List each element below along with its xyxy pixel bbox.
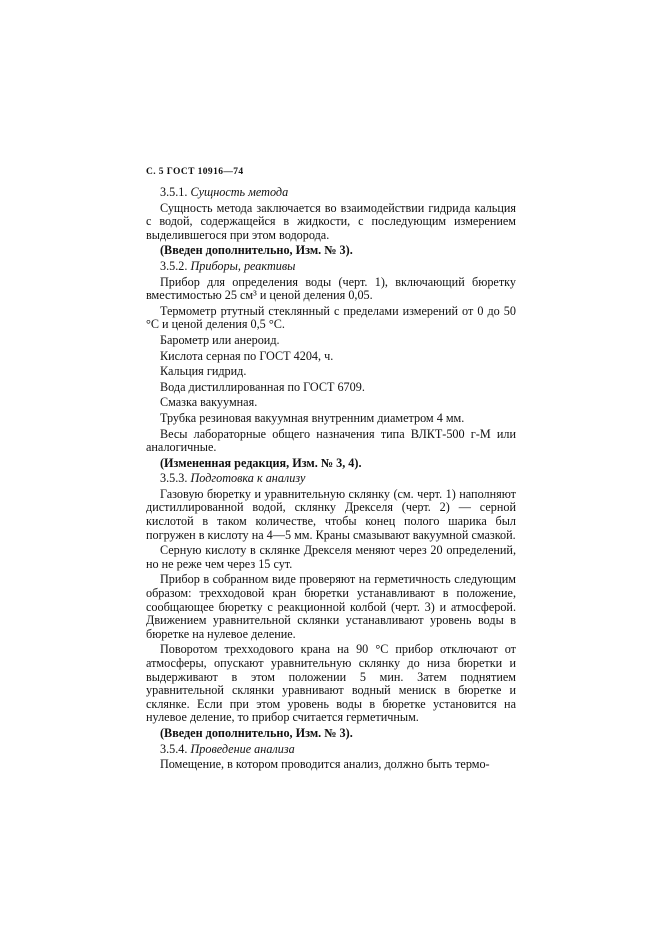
section-heading [146, 472, 516, 486]
section-heading [146, 260, 516, 274]
section-number: 3.5.3. [160, 471, 188, 486]
paragraph: Весы лабораторные общего назначения типа ВЛКТ-500 г-М или аналогичные. [146, 426, 516, 455]
paragraph: Газовую бюретку и уравнительную склянку (см. черт. 1) наполняют дистиллированной водой, склянку Дрекселя (черт. 2) — серной кислотой в таком количестве, чтобы конец полого шарика был погружен в кислоту на 4—5 мм. Краны смазывают вакуумной смазкой. [146, 486, 516, 542]
section-heading [146, 743, 516, 757]
page-header: С. 5 ГОСТ 10916—74 [146, 167, 244, 177]
paragraph: Поворотом трехходового крана на 90 °С прибор отключают от атмосферы, опускают уравнительную склянку до низа бюретки и выдерживают в этом положении 5 мин. Затем поднятием уравнительной склянки уравнивают водный мениск в бюретке и склянке. Если при этом уровень воды в бюретке установится на нулевое деление, то прибор считается герметичным. [146, 642, 516, 725]
paragraph: Барометр или анероид. [160, 332, 280, 347]
paragraph: Трубка резиновая вакуумная внутренним диаметром 4 мм. [160, 410, 465, 425]
section-number: 3.5.1. [160, 185, 188, 199]
paragraph: Кислота серная по ГОСТ 4204, ч. [160, 348, 334, 363]
paragraph: Термометр ртутный стеклянный с пределами измерений от 0 до 50 °С и ценой деления 0,5 °С. [146, 303, 516, 332]
amendment-note: (Введен дополнительно, Изм. № 3). [160, 243, 353, 258]
section-title: Подготовка к анализу [190, 471, 306, 486]
amendment-note: (Введен дополнительно, Изм. № 3). [160, 725, 353, 740]
section-title: Приборы, реактивы [190, 258, 296, 273]
document-body [146, 186, 516, 774]
section-title: Сущность метода [190, 185, 289, 199]
paragraph: Кальция гидрид. [160, 364, 247, 379]
paragraph: Сущность метода заключается во взаимодействии гидрида кальция с водой, содержащейся в жидкости, с последующим измерением выделившегося при этом водорода. [146, 200, 516, 242]
amendment-note: (Измененная редакция, Изм. № 3, 4). [160, 455, 362, 470]
section-heading [146, 186, 516, 200]
paragraph: Прибор для определения воды (черт. 1), включающий бюретку вместимостью 25 см³ и ценой деления 0,05. [146, 274, 516, 303]
section-number: 3.5.2. [160, 258, 188, 273]
paragraph: Смазка вакуумная. [160, 395, 258, 410]
section-number: 3.5.4. [160, 741, 188, 756]
paragraph: Серную кислоту в склянке Дрекселя меняют через 20 определений, но не реже чем через 15 сут. [146, 543, 516, 571]
section-title: Проведение анализа [190, 741, 295, 756]
paragraph: Вода дистиллированная по ГОСТ 6709. [160, 379, 365, 394]
paragraph: Прибор в собранном виде проверяют на герметичность следующим образом: трехходовой кран бюретки устанавливают в положение, сообщающее бюретку с реакционной колбой (черт. 3) и атмосферой. Движением уравнительной склянки устанавливают уровень воды в бюретке на нулевое деление. [146, 572, 516, 641]
paragraph: Помещение, в котором проводится анализ, должно быть термо- [160, 757, 490, 772]
